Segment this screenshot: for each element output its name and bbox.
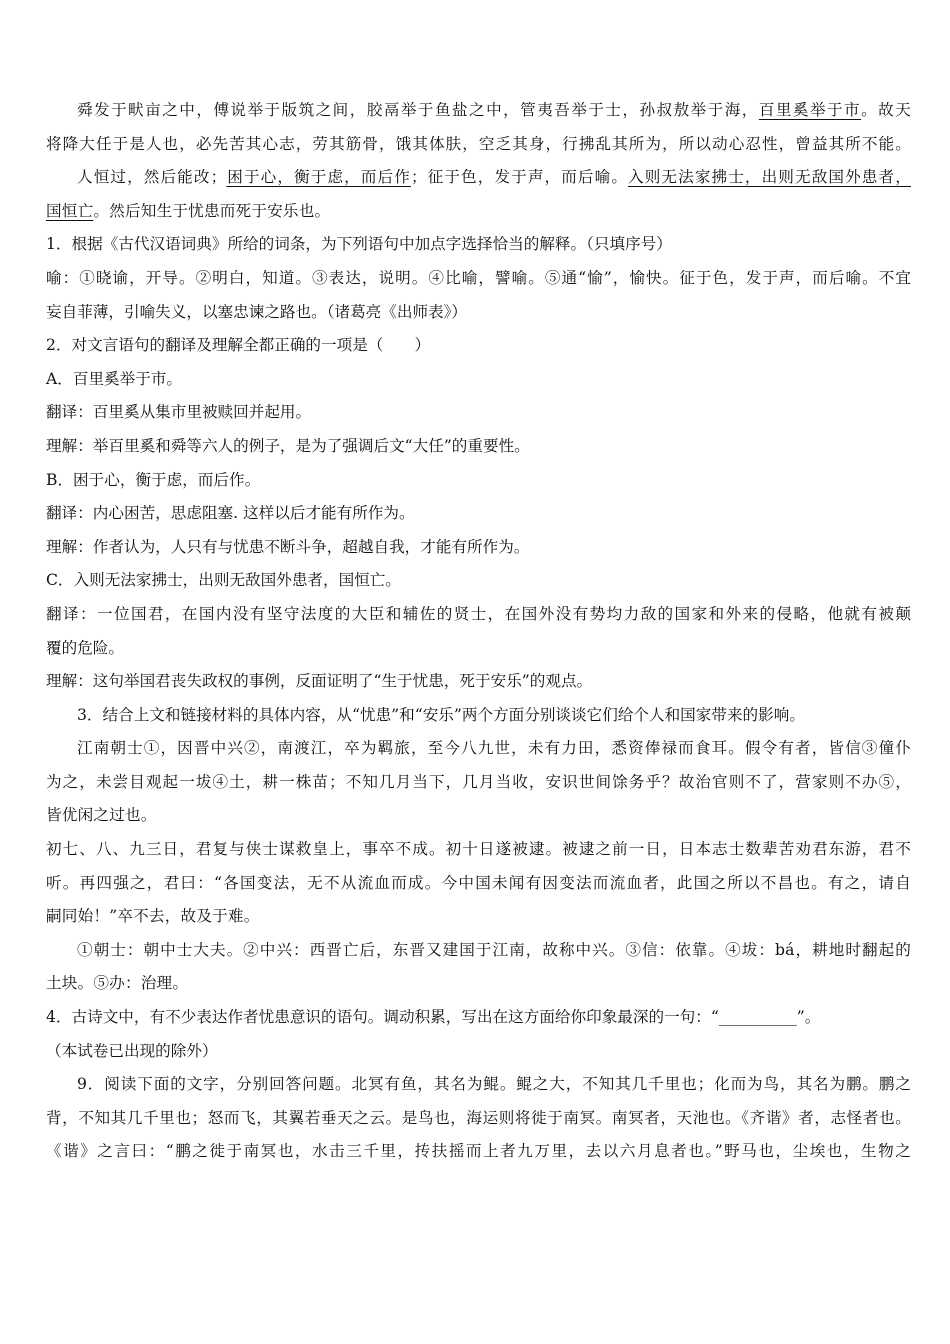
passage-line-2: 将降大任于是人也，必先苦其心志，劳其筋骨，饿其体肤，空乏其身，行拂乱其所为，所以动心忍性，曾益其所不能。 bbox=[46, 134, 911, 153]
underlined-phrase: 国恒亡 bbox=[46, 201, 94, 220]
question-9-line-1: 9．阅读下面的文字，分别回答问题。北冥有鱼，其名为鲲。鲲之大，不知其几千里也；化而为鸟，其名为鹏。鹏之 bbox=[77, 1075, 911, 1094]
option-a: A．百里奚举于市。 bbox=[46, 369, 183, 388]
material-line-3: 皆优闲之过也。 bbox=[46, 806, 157, 825]
option-c-translation-2: 覆的危险。 bbox=[46, 638, 124, 657]
option-a-understanding: 理解：举百里奚和舜等六人的例子，是为了强调后文“大任”的重要性。 bbox=[46, 436, 530, 455]
question-4-stem: 4．古诗文中，有不少表达作者忧患意识的语句。调动积累，写出在这方面给你印象最深的一句：“__________”。 bbox=[46, 1008, 821, 1027]
underlined-phrase: 百里奚举于市 bbox=[758, 101, 862, 119]
option-b-translation: 翻译：内心困苦，思虑阻塞. 这样以后才能有所作为。 bbox=[46, 504, 415, 523]
question-1-line-2: 妄自菲薄，引喻失义，以塞忠谏之路也。（诸葛亮《出师表》） bbox=[46, 302, 468, 321]
passage-line-3: 人恒过，然后能改；困于心，衡于虑，而后作；征于色，发于声，而后喻。入则无法家拂士，出则无敌国外患者， bbox=[77, 168, 911, 187]
question-4-note: （本试卷已出现的除外） bbox=[46, 1041, 218, 1060]
option-b-understanding: 理解：作者认为，人只有与忧患不断斗争，超越自我，才能有所作为。 bbox=[46, 537, 530, 556]
option-c-understanding: 理解：这句举国君丧失政权的事例，反面证明了“生于忧患，死于安乐”的观点。 bbox=[46, 672, 593, 691]
question-3-stem: 3．结合上文和链接材料的具体内容，从“忧患”和“安乐”两个方面分别谈谈它们给个人和国家带来的影响。 bbox=[77, 705, 805, 724]
material-line-6: 嗣同始！”卒不去，故及于难。 bbox=[46, 907, 260, 926]
passage-line-1: 舜发于畎亩之中，傅说举于版筑之间，胶鬲举于鱼盐之中，管夷吾举于士，孙叔敖举于海，百里奚举于市。故天 bbox=[77, 101, 911, 119]
option-a-translation: 翻译：百里奚从集市里被赎回并起用。 bbox=[46, 403, 312, 422]
question-9-line-3: 《谐》之言曰：“鹏之徙于南冥也，水击三千里，抟扶摇而上者九万里，去以六月息者也。”野马也，尘埃也，生物之 bbox=[46, 1142, 911, 1161]
underlined-phrase: 入则无法家拂士，出则无敌国外患者， bbox=[628, 168, 911, 187]
underlined-phrase: 困于心，衡于虑，而后作 bbox=[226, 168, 411, 187]
material-line-5: 听。再四强之，君曰：“各国变法，无不从流血而成。今中国未闻有因变法而流血者，此国之所以不昌也。有之，请自 bbox=[46, 873, 911, 892]
material-line-1: 江南朝士①，因晋中兴②，南渡江，卒为羁旅，至今八九世，未有力田，悉资俸禄而食耳。假令有者，皆信③僮仆 bbox=[77, 739, 911, 758]
passage-line-4: 国恒亡。然后知生于忧患而死于安乐也。 bbox=[46, 201, 331, 220]
material-line-2: 为之，未尝目观起一坺④土，耕一株苗；不知几月当下，几月当收，安识世间馀务乎？故治官则不了，营家则不办⑤， bbox=[46, 772, 911, 791]
question-9-line-2: 背，不知其几千里也；怒而飞，其翼若垂天之云。是鸟也，海运则将徙于南冥。南冥者，天池也。《齐谐》者，志怪者也。 bbox=[46, 1108, 911, 1127]
option-c: C．入则无法家拂士，出则无敌国外患者，国恒亡。 bbox=[46, 571, 401, 590]
document-page bbox=[46, 94, 911, 1169]
notes-line-1: ①朝士：朝中士大夫。②中兴：西晋亡后，东晋又建国于江南，故称中兴。③信：依靠。④坺：bá，耕地时翻起的 bbox=[77, 940, 911, 959]
notes-line-2: 土块。⑤办：治理。 bbox=[46, 974, 189, 993]
material-line-4: 初七、八、九三日，君复与侠士谋救皇上，事卒不成。初十日遂被逮。被逮之前一日，日本志士数辈苦劝君东游，君不 bbox=[46, 840, 911, 859]
question-1-line-1: 喻：①晓谕，开导。②明白，知道。③表达，说明。④比喻，譬喻。⑤通“愉”，愉快。征于色，发于声，而后喻。不宜 bbox=[46, 268, 911, 287]
option-c-translation-1: 翻译：一位国君，在国内没有坚守法度的大臣和辅佐的贤士，在国外没有势均力敌的国家和外来的侵略，他就有被颠 bbox=[46, 604, 911, 623]
question-1-stem: 1．根据《古代汉语词典》所给的词条，为下列语句中加点字选择恰当的解释。（只填序号） bbox=[46, 235, 672, 254]
option-b: B．困于心，衡于虑，而后作。 bbox=[46, 470, 261, 489]
question-2-stem: 2．对文言语句的翻译及理解全都正确的一项是（ ） bbox=[46, 336, 431, 355]
